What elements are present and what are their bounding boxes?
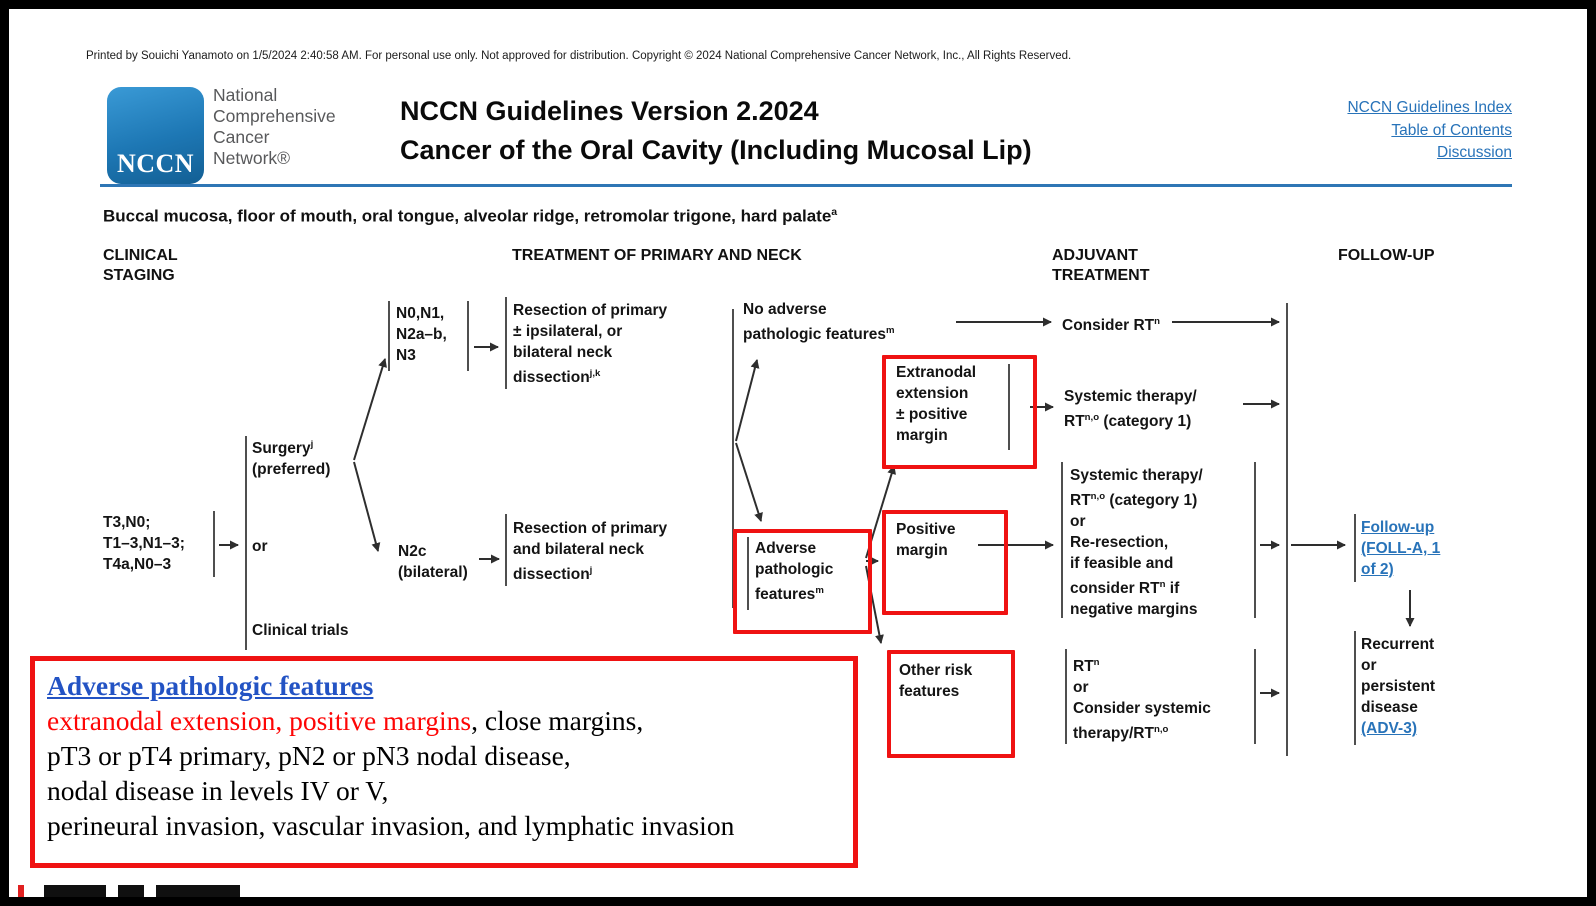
link-discussion[interactable]: Discussion xyxy=(1437,144,1512,161)
column-header-follow-up: FOLLOW-UP xyxy=(1338,247,1435,264)
cutoff-footnote-fragment xyxy=(44,885,106,897)
flow-node-n2c-bilateral: N2c (bilateral) xyxy=(398,543,468,581)
header-links xyxy=(1347,97,1512,165)
annotation-heading: Adverse pathologic features xyxy=(47,670,374,701)
nccn-logo-text: NCCN xyxy=(116,149,195,178)
header-divider xyxy=(100,184,1512,187)
flow-node-systemic-therapy-cat1: Systemic therapy/ RT$^{n,o}$ (category 1) xyxy=(1064,388,1197,431)
flow-node-extranodal-extension: Extranodal extension ± positive margin xyxy=(896,364,977,444)
annotation-line-levels: nodal disease in levels IV or V, xyxy=(47,775,389,806)
nccn-logo xyxy=(107,87,204,184)
flow-node-consider-rt: Consider $RT^n$ xyxy=(1062,316,1161,335)
org-name: National Comprehensive Cancer Network® xyxy=(213,85,336,168)
link-guidelines-index[interactable]: NCCN Guidelines Index xyxy=(1347,99,1512,116)
annotation-line-invasion: perineural invasion, vascular invasion, and lymphatic invasion xyxy=(47,810,735,841)
anatomic-sites-subtitle: Buccal mucosa, floor of mouth, oral tongue, alveolar ridge, retromolar trigone, hard palate$^a$ xyxy=(103,206,838,226)
link-table-of-contents[interactable]: Table of Contents xyxy=(1391,121,1512,139)
column-header-treatment: TREATMENT OF PRIMARY AND NECK xyxy=(512,247,802,264)
guidelines-version-title: NCCN Guidelines Version 2.2024 xyxy=(400,96,819,126)
flow-node-clinical-stage: T3,N0; T1–3,N1–3; T4a,N0–3 xyxy=(103,514,185,573)
annotation-line-margins: extranodal extension, positive margins, close margins, xyxy=(47,705,644,736)
flow-node-followup-link[interactable]: Follow-up (FOLL-A, 1 of 2) xyxy=(1361,519,1441,578)
flow-node-adverse-features: Adverse pathologic features$^m$ xyxy=(755,540,834,604)
adverse-features-annotation-box xyxy=(30,656,858,868)
flow-arrows xyxy=(219,322,1410,693)
adv-3-link[interactable]: (ADV-3) xyxy=(1361,720,1417,737)
flow-node-surgery-preferred: Surgery$^j$ (preferred) xyxy=(252,439,331,479)
flow-node-n0-n3: N0,N1, N2a–b, N3 xyxy=(396,305,447,364)
page-title xyxy=(400,92,1032,170)
flow-node-no-adverse-features: No adverse pathologic features$^m$ xyxy=(743,301,895,344)
flow-node-or-label: or xyxy=(252,538,268,555)
flow-node-positive-margin: Positive margin xyxy=(896,521,956,559)
cutoff-footnote-fragment xyxy=(118,885,144,897)
flow-node-recurrent-disease: Recurrent or persistent disease (ADV-3) xyxy=(1361,636,1436,737)
flow-node-systemic-or-reresection: Systemic therapy/ RT$^{n,o}$ (category 1) or Re-resection, if feasible and consider $RT^n$ if negative margins xyxy=(1070,467,1203,619)
annotation-line-pt3: pT3 or pT4 primary, pN2 or pN3 nodal disease, xyxy=(47,740,571,771)
flow-node-resection-bilateral: Resection of primary and bilateral neck dissection$^j$ xyxy=(513,520,668,584)
flow-node-other-risk-features: Other risk features xyxy=(899,662,973,700)
cutoff-footnote-fragment xyxy=(156,885,240,897)
flow-node-rt-or-systemic: $RT^n$ or Consider systemic therapy/RT$^{n,o}$ xyxy=(1073,657,1211,743)
flow-node-clinical-trials: Clinical trials xyxy=(252,622,349,639)
guidelines-subject-title: Cancer of the Oral Cavity (Including Mucosal Lip) xyxy=(400,135,1032,165)
column-header-clinical-staging: CLINICAL STAGING xyxy=(103,247,178,284)
column-header-adjuvant-treatment: ADJUVANT TREATMENT xyxy=(1052,247,1150,284)
flow-node-resection-ipsilateral: Resection of primary ± ipsilateral, or bilateral neck dissection$^{j,k}$ xyxy=(513,302,668,387)
cutoff-footnote-fragment xyxy=(18,885,24,897)
print-copyright-notice: Printed by Souichi Yanamoto on 1/5/2024 2:40:58 AM. For personal use only. Not approved for distribution. Copyright © 2024 National Comprehensive Cancer Network, Inc., All Rights Reserved. xyxy=(86,50,1072,62)
